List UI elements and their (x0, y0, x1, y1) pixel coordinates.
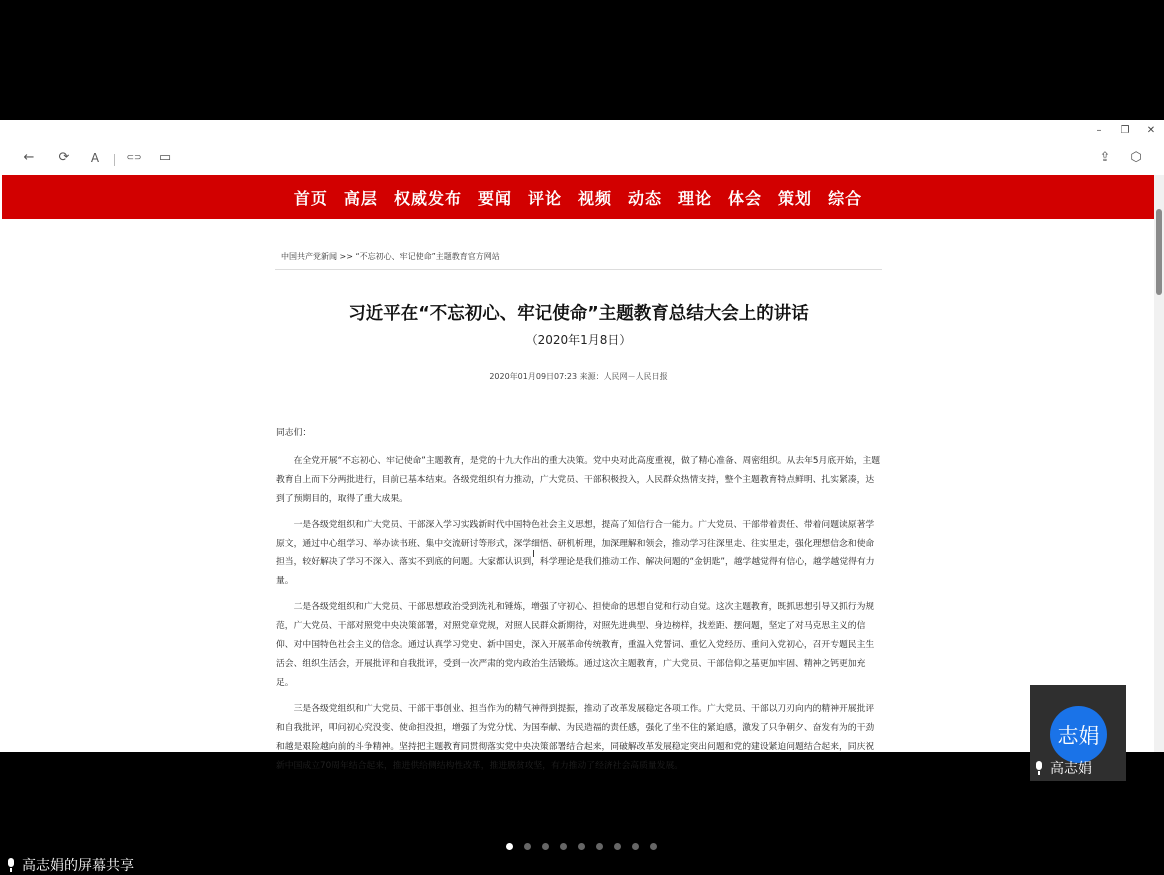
nav-item-commentary[interactable]: 评论 (527, 188, 562, 208)
page-dot[interactable] (596, 843, 603, 850)
back-icon[interactable]: ← (23, 150, 35, 165)
microphone-icon (1034, 761, 1044, 775)
page-dot[interactable] (506, 843, 513, 850)
screen-share-text: 高志娟的屏幕共享 (22, 858, 134, 874)
scrollbar-thumb[interactable] (1156, 209, 1162, 295)
participant-name-tag (1034, 757, 1124, 779)
vertical-scrollbar[interactable] (1154, 175, 1164, 752)
nav-item-video[interactable]: 视频 (577, 188, 612, 208)
article-meta: 2020年01月09日07:23 来源：人民网－人民日报 (489, 372, 668, 381)
share-icon[interactable]: ⇪ (1099, 150, 1111, 165)
link-icon[interactable]: ⊂⊃ (126, 153, 142, 163)
nav-item-leaders[interactable]: 高层 (343, 188, 378, 208)
breadcrumb-divider (275, 269, 882, 270)
toolbar-divider (114, 154, 115, 166)
nav-item-features[interactable]: 策划 (778, 188, 813, 208)
page-dot[interactable] (650, 843, 657, 850)
nav-item-official-release[interactable]: 权威发布 (393, 188, 462, 208)
nav-item-theory[interactable]: 理论 (678, 188, 713, 208)
participant-name: 高志娟 (1050, 761, 1092, 777)
article-paragraph: 三是各级党组织和广大党员、干部干事创业、担当作为的精气神得到提振，推动了改革发展稳定各项工作。广大党员、干部以刀刃向内的精神开展批评和自我批评，叩问初心究没变、使命担没担，增强了为党分忧、为国奉献、为民造福的责任感，强化了坐不住的紧迫感，激发了只争朝夕、奋发有为的干劲和越是艰险越向前的斗争精神。坚持把主题教育同贯彻落实党中央决策部署结合起来，同破解改革发展稳定突出问题和党的建设紧迫问题结合起来，同庆祝新中国成立70周年结合起来，推进供给侧结构性改革，推进脱贫攻坚，有力推动了经济社会高质量发展。 (276, 703, 875, 771)
nav-item-news[interactable]: 动态 (628, 188, 663, 208)
page-dot[interactable] (632, 843, 639, 850)
close-button[interactable]: ✕ (1146, 125, 1156, 136)
page-dot[interactable] (542, 843, 549, 850)
site-nav-bar (2, 175, 1154, 219)
page-indicator (506, 843, 668, 850)
page-dot[interactable] (524, 843, 531, 850)
page-dot[interactable] (614, 843, 621, 850)
reader-mode-icon[interactable]: A (90, 151, 100, 165)
tab-icon[interactable]: ▭ (158, 150, 172, 165)
article-title: 习近平在“不忘初心、牢记使命”主题教育总结大会上的讲话 (348, 304, 809, 324)
article-salutation: 同志们： (276, 428, 312, 438)
article-paragraph: 二是各级党组织和广大党员、干部思想政治受到洗礼和锤炼，增强了守初心、担使命的思想自觉和行动自觉。这次主题教育，既抓思想引导又抓行为规范，广大党员、干部对照党中央决策部署，对照党章党规，对照人民群众新期待，对照先进典型、身边榜样，找差距、摆问题，坚定了对马克思主义的信仰、对中国特色社会主义的信念。通过认真学习党史、新中国史，深入开展革命传统教育，重温入党誓词、重忆入党经历、重问入党初心，召开专题民主生活会、组织生活会，开展批评和自我批评，受到一次严肃的党内政治生活锻炼。通过这次主题教育，广大党员、干部信仰之基更加牢固、精神之钙更加充足。 (276, 602, 875, 688)
participant-video-tile[interactable] (1030, 685, 1126, 781)
title-bar (0, 120, 1164, 142)
refresh-icon[interactable]: ⟳ (58, 150, 70, 165)
nav-item-general[interactable]: 综合 (828, 188, 863, 208)
nav-item-headlines[interactable]: 要闻 (477, 188, 512, 208)
article-paragraph: 一是各级党组织和广大党员、干部深入学习实践新时代中国特色社会主义思想，提高了知信行合一能力。广大党员、干部带着责任、带着问题读原著学原文，通过中心组学习、举办读书班、集中交流研讨等形式，深学细悟、研机析理，加深理解和领会，推动学习往深里走、往实里走，强化理想信念和使命担当，较好解决了学习不深入、落实不到底的问题。大家都认识到，科学理论是我们推动工作、解决问题的“金钥匙”，越学越觉得有信心，越学越觉得有力量。 (276, 519, 875, 587)
cube-icon[interactable]: ⬡ (1130, 150, 1142, 165)
browser-toolbar (0, 142, 1164, 175)
page-dot[interactable] (578, 843, 585, 850)
restore-button[interactable]: ❐ (1120, 125, 1130, 136)
nav-item-experience[interactable]: 体会 (728, 188, 763, 208)
nav-item-home[interactable]: 首页 (293, 188, 328, 208)
article-body (276, 424, 882, 782)
microphone-icon (6, 858, 16, 872)
minimize-button[interactable]: – (1096, 125, 1102, 136)
article-paragraph: 在全党开展“不忘初心、牢记使命”主题教育，是党的十九大作出的重大决策。党中央对此高度重视，做了精心准备、周密组织。从去年5月底开始，主题教育自上而下分两批进行，目前已基本结束。各级党组织有力推动，广大党员、干部积极投入，人民群众热情支持，整个主题教育特点鲜明、扎实紧凑，达到了预期目的，取得了重大成果。 (276, 455, 881, 504)
screen-share-label (6, 855, 134, 875)
text-cursor-icon: I (532, 549, 535, 560)
article-date: （2020年1月8日） (525, 333, 632, 347)
breadcrumb[interactable]: 中国共产党新闻 >> “不忘初心、牢记使命”主题教育官方网站 (281, 252, 500, 261)
participant-avatar: 志娟 (1050, 706, 1107, 763)
page-dot[interactable] (560, 843, 567, 850)
